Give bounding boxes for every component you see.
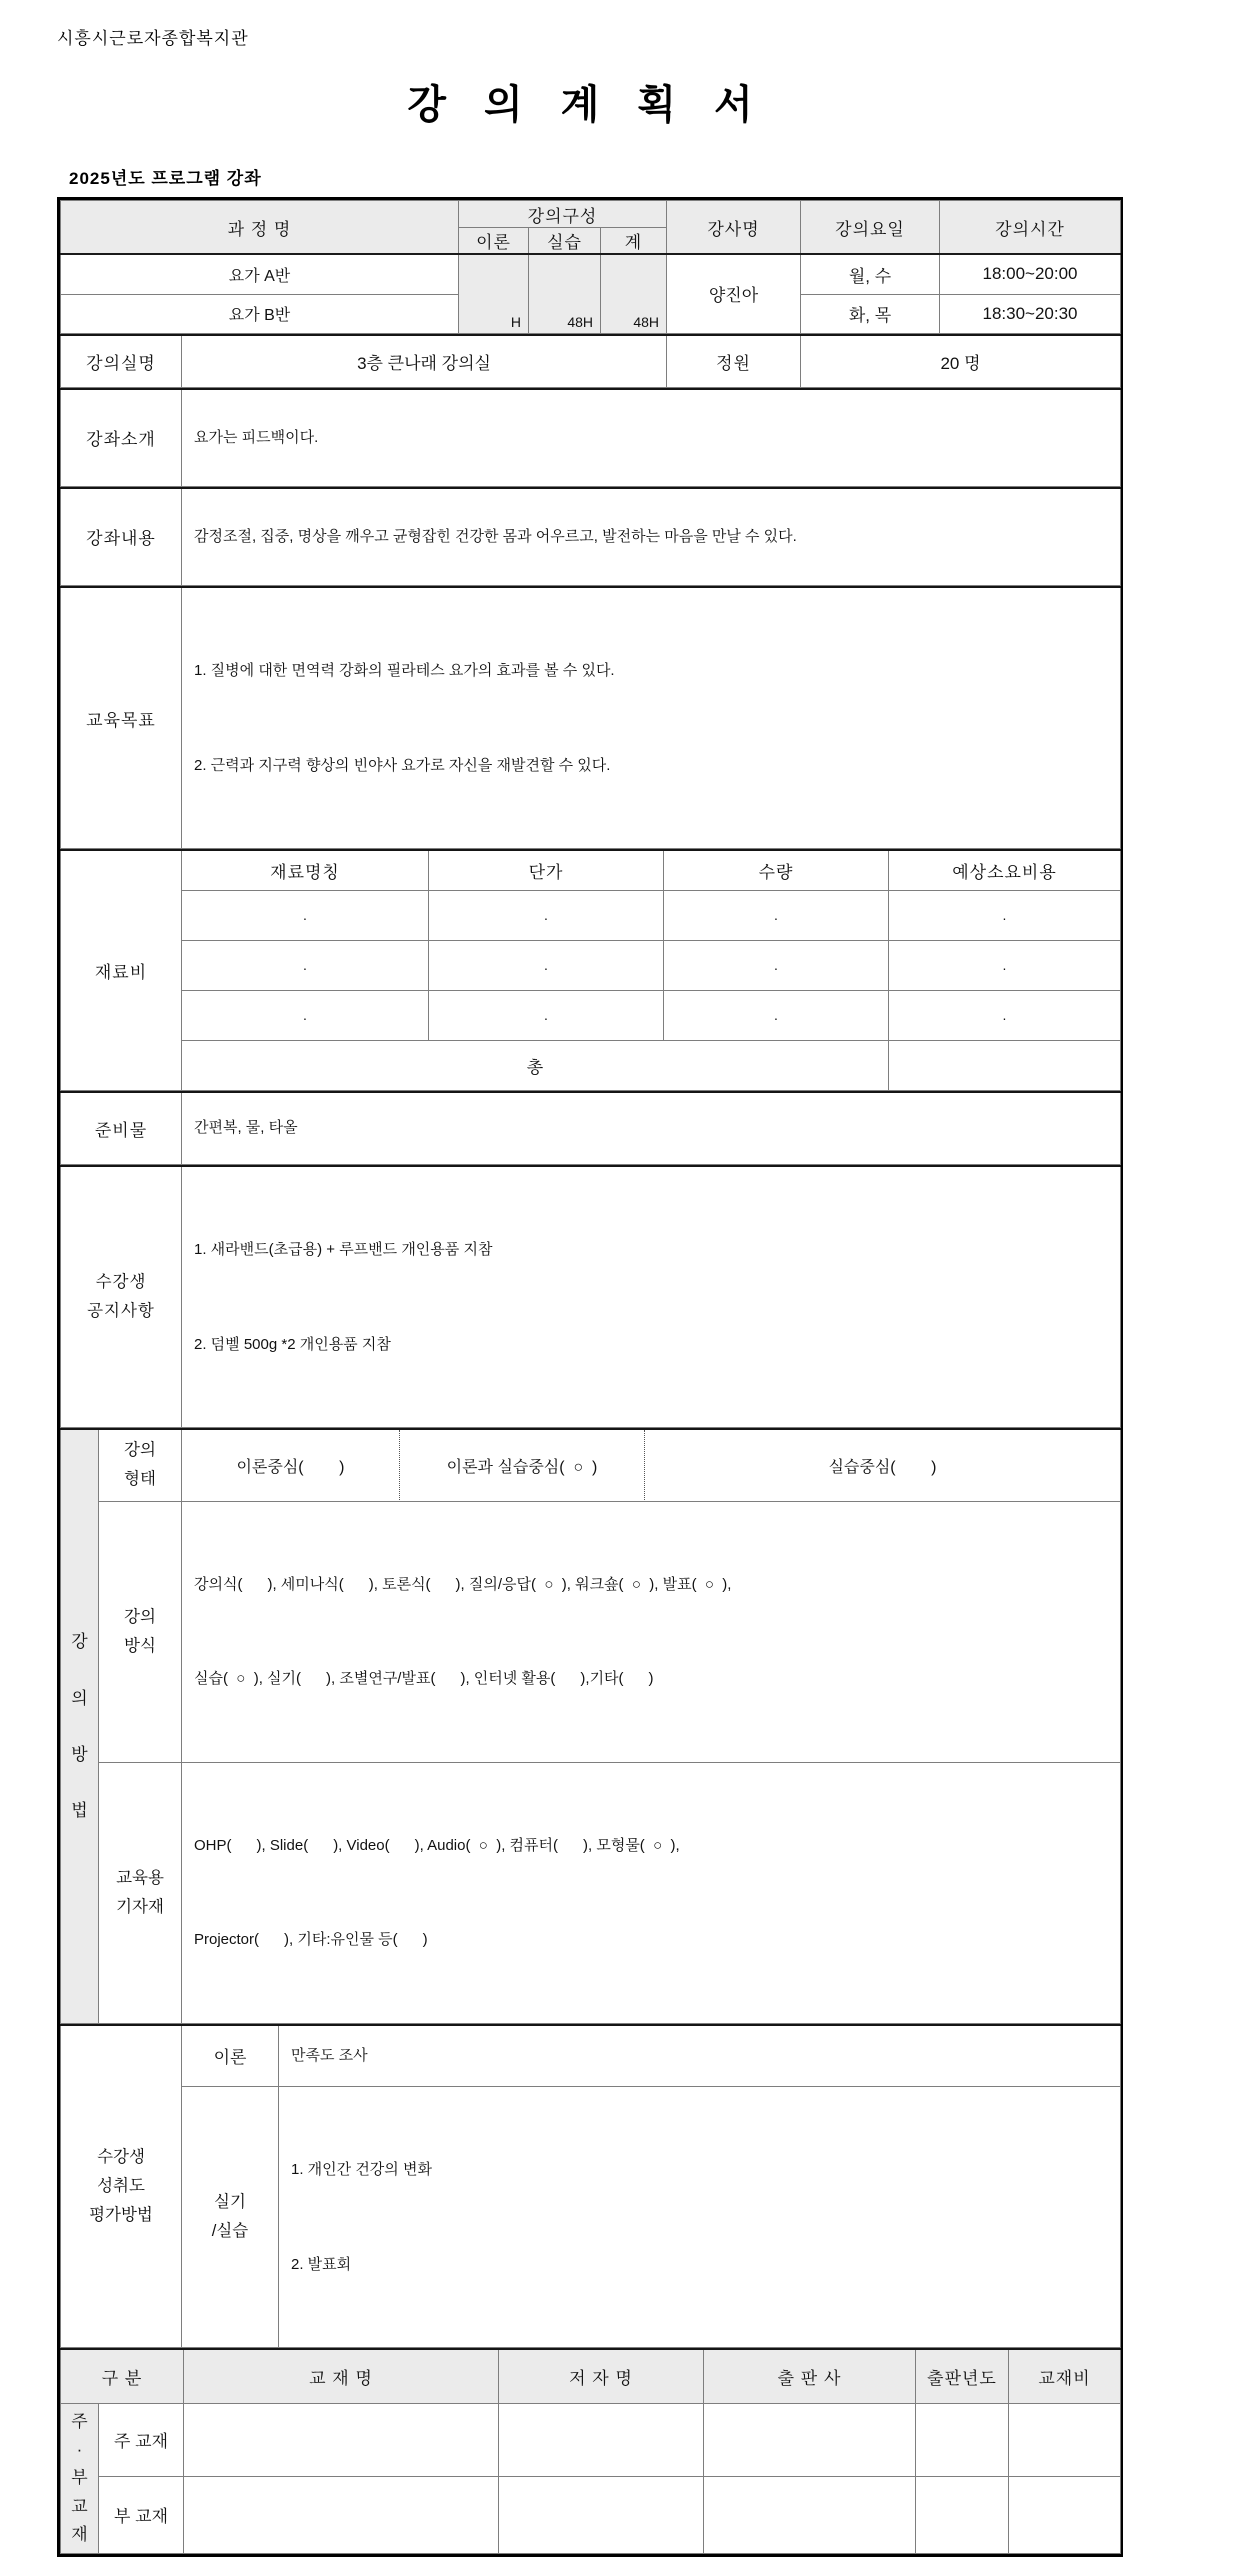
sub-textbook-title-cell [184,2476,499,2553]
capacity-label: 정원 [667,335,801,388]
method-side-char: 강 [71,1632,88,1652]
material-price-cell: . [429,990,664,1040]
material-qty-cell: . [664,890,889,940]
textbook-publisher-header: 출 판 사 [704,2349,916,2403]
material-row [61,940,1121,990]
form-options-cell [182,1429,1121,1501]
practice-header: 실습 [529,228,601,255]
material-qty-cell: . [664,940,889,990]
notice-label [61,1166,182,1428]
theory-hours: H [459,254,529,333]
page-title: 강 의 계 획 서 [407,82,767,127]
material-price-cell: . [429,940,664,990]
sub-textbook-price-cell [1009,2476,1121,2553]
notice-table [60,1165,1121,1428]
material-cost-cell: . [889,940,1121,990]
evaluation-practice-label-line: 실기 [214,2193,246,2212]
textbook-side-label [61,2403,99,2553]
evaluation-practice-line: 2. 발표회 [291,2255,352,2273]
instructor-header: 강사명 [667,201,801,255]
textbook-side-char: 주 [71,2411,88,2431]
lecture-plan-form [57,197,1123,2557]
course-a-name: 요가 A반 [61,254,459,294]
notice-label-line: 수강생 [95,1273,147,1292]
practice-hours: 48H [529,254,601,333]
mode-label-line: 강의 [124,1607,156,1626]
textbook-year-header: 출판년도 [916,2349,1009,2403]
objective-line: 2. 근력과 지구력 향상의 빈야사 요가로 자신을 재발견할 수 있다. [194,756,611,774]
textbook-author-header: 저 자 명 [499,2349,704,2403]
option-theory-centered: 이론중심( ) [236,1458,345,1476]
course-name-header: 과 정 명 [61,201,459,255]
course-a-time: 18:00~20:00 [940,254,1121,294]
textbook-side-char: 부 [71,2468,88,2488]
textbook-side-char: · [76,2440,83,2460]
material-price-header: 단가 [429,850,664,890]
option-theory-practice-centered: 이론과 실습중심( ○ ) [399,1430,644,1500]
equipment-label-line: 교육용 [116,1868,164,1887]
course-b-days: 화, 목 [801,294,940,333]
method-side-char: 방 [71,1744,88,1764]
material-cost-cell: . [889,890,1121,940]
form-options-row [182,1430,1120,1500]
intro-text: 요가는 피드백이다. [182,389,1121,486]
supplies-text: 간편복, 물, 타올 [182,1092,1121,1165]
textbook-title-header: 교 재 명 [184,2349,499,2403]
notice-text [182,1166,1121,1428]
course-a-days: 월, 수 [801,254,940,294]
material-cost-header: 예상소요비용 [889,850,1121,890]
main-textbook-row [61,2403,1121,2476]
instructor-name: 양진아 [667,254,801,333]
mode-label [99,1501,182,1762]
composition-header: 강의구성 [459,201,667,228]
course-b-time: 18:30~20:30 [940,294,1121,333]
sub-textbook-publisher-cell [704,2476,916,2553]
main-textbook-title-cell [184,2403,499,2476]
equipment-line: OHP( ), Slide( ), Video( ), Audio( ○ ), 컴퓨터( ), 모형물( ○ ), [194,1836,680,1854]
materials-table [60,849,1121,1091]
main-textbook-price-cell [1009,2403,1121,2476]
equipment-label-line: 기자재 [116,1897,164,1916]
total-hours: 48H [601,254,667,333]
method-side-char: 법 [71,1801,88,1821]
content-table [60,487,1121,587]
material-qty-cell: . [664,990,889,1040]
textbook-side-label-stack [61,2407,98,2549]
material-name-cell: . [182,990,429,1040]
notice-line: 2. 덤벨 500g *2 개인용품 지참 [194,1335,391,1353]
materials-label: 재료비 [61,850,182,1090]
method-side-char: 의 [71,1688,88,1708]
intro-label: 강좌소개 [61,389,182,486]
evaluation-theory-text: 만족도 조사 [279,2025,1121,2087]
course-b-name: 요가 B반 [61,294,459,333]
form-label-line: 강의 [124,1441,156,1460]
material-row [61,890,1121,940]
notice-line: 1. 새라밴드(초급용) + 루프밴드 개인용품 지참 [194,1241,493,1258]
main-textbook-label: 주 교재 [99,2403,184,2476]
evaluation-practice-text [279,2087,1121,2348]
theory-header: 이론 [459,228,529,255]
main-textbook-year-cell [916,2403,1009,2476]
material-qty-header: 수량 [664,850,889,890]
supplies-table [60,1091,1121,1166]
sub-textbook-author-cell [499,2476,704,2553]
course-table [60,200,1121,334]
material-name-cell: . [182,890,429,940]
textbooks-table [60,2348,1121,2554]
textbook-side-char: 교 [71,2496,88,2516]
materials-total-value [889,1040,1121,1090]
main-textbook-author-cell [499,2403,704,2476]
evaluation-practice-label-line: /실습 [211,2222,249,2240]
evaluation-label-line: 성취도 [97,2176,145,2195]
time-header: 강의시간 [940,201,1121,255]
room-table [60,334,1121,389]
sub-textbook-year-cell [916,2476,1009,2553]
organization-name: 시흥시근로자종합복지관 [57,29,249,48]
room-name: 3층 큰나래 강의실 [182,335,667,388]
method-table [60,1428,1121,2024]
form-label [99,1429,182,1501]
equipment-text [182,1762,1121,2023]
objectives-text [182,587,1121,849]
mode-line: 강의식( ), 세미나식( ), 토론식( ), 질의/응답( ○ ), 워크숖( ○ ), 발표( ○ ), [194,1575,732,1593]
total-header: 계 [601,228,667,255]
evaluation-theory-label: 이론 [182,2025,279,2087]
form-label-line: 형태 [124,1470,156,1489]
intro-table [60,388,1121,487]
days-header: 강의요일 [801,201,940,255]
evaluation-label-line: 수강생 [97,2147,145,2166]
option-practice-centered: 실습중심( ) [644,1430,1120,1500]
material-cost-cell: . [889,990,1121,1040]
room-label: 강의실명 [61,335,182,388]
method-side-label [61,1429,99,2023]
evaluation-practice-line: 1. 개인간 건강의 변화 [291,2161,432,2178]
objective-line: 1. 질병에 대한 면역력 강화의 필라테스 요가의 효과를 볼 수 있다. [194,662,615,679]
content-label: 강좌내용 [61,488,182,586]
supplies-label: 준비물 [61,1092,182,1165]
evaluation-label [61,2025,182,2348]
main-textbook-publisher-cell [704,2403,916,2476]
equipment-label [99,1762,182,2023]
textbook-price-header: 교재비 [1009,2349,1121,2403]
material-price-cell: . [429,890,664,940]
objectives-table [60,586,1121,849]
sub-textbook-label: 부 교재 [99,2476,184,2553]
content-text: 감정조절, 집중, 명상을 깨우고 균형잡힌 건강한 몸과 어우르고, 발전하는 마음을 만날 수 있다. [182,488,1121,586]
method-side-label-stack [61,1614,98,1839]
mode-label-line: 방식 [124,1636,156,1655]
evaluation-label-line: 평가방법 [89,2205,153,2224]
notice-label-line: 공지사항 [87,1302,155,1320]
capacity-value: 20 명 [801,335,1121,388]
mode-text [182,1501,1121,1762]
mode-line: 실습( ○ ), 실기( ), 조별연구/발표( ), 인터넷 활용( ),기타( ) [194,1670,654,1687]
material-name-cell: . [182,940,429,990]
material-row [61,990,1121,1040]
program-year-subtitle: 2025년도 프로그램 강좌 [69,169,262,188]
sub-textbook-row [61,2476,1121,2553]
objectives-label: 교육목표 [61,587,182,849]
equipment-line: Projector( ), 기타:유인물 등( ) [194,1931,428,1948]
evaluation-table [60,2024,1121,2349]
textbook-category-header: 구 분 [61,2349,184,2403]
materials-total-label: 총 [182,1040,889,1090]
material-name-header: 재료명칭 [182,850,429,890]
evaluation-practice-label [182,2087,279,2348]
textbook-side-char: 재 [71,2525,88,2545]
